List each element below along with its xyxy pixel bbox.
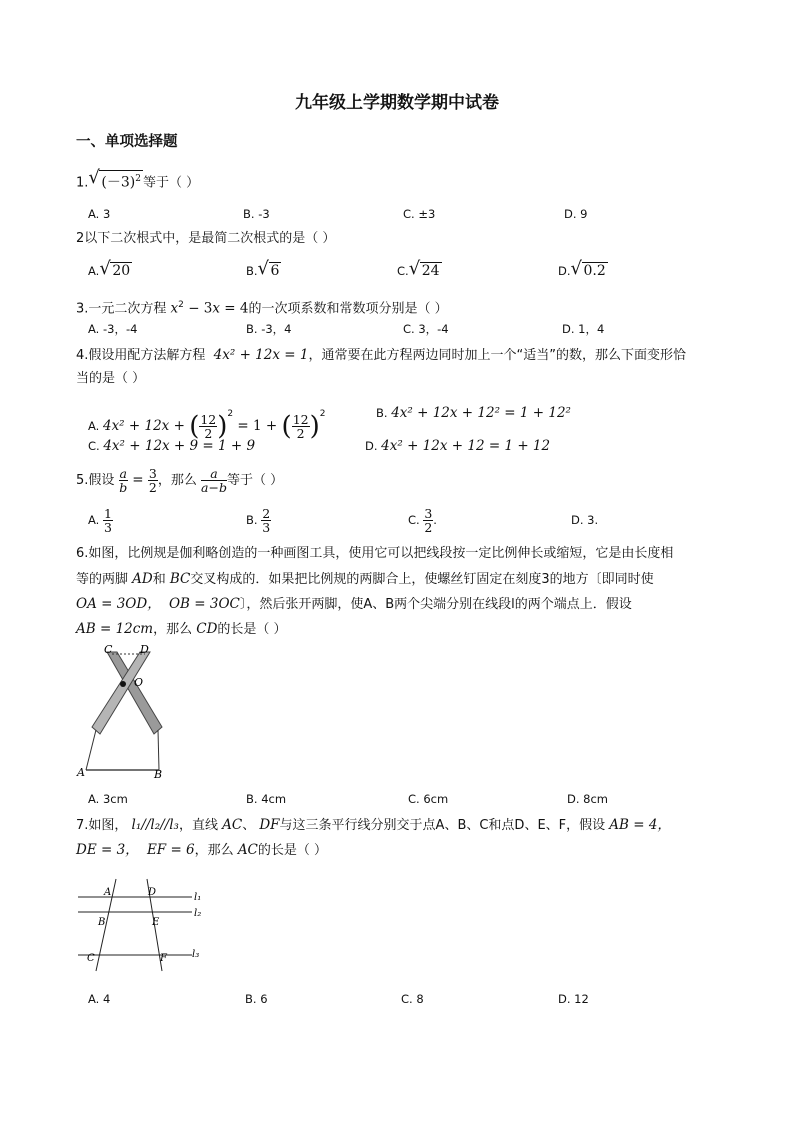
text: ，直线 — [178, 818, 218, 833]
q1-stem: 等于（ ） — [142, 175, 200, 191]
radicand: (－3) — [101, 174, 136, 191]
q7-option-d[interactable]: D. 12 — [558, 992, 589, 1006]
label-a: A — [77, 766, 85, 779]
paren-close: ) — [217, 411, 228, 442]
eq-x: x — [170, 300, 179, 317]
pivot-screw — [120, 681, 126, 687]
eq-coef: − 3 — [183, 300, 213, 317]
exponent: 2 — [135, 174, 141, 184]
page-title: 九年级上学期数学期中试卷 — [295, 93, 499, 113]
q2-option-b[interactable]: B. √ 6 — [246, 258, 280, 279]
text: 、 — [242, 818, 256, 833]
text: 与这三条平行线分别交于点A、B、C和点D、E、F，假设 — [279, 818, 606, 833]
q1-option-b[interactable]: B. -3 — [243, 207, 270, 221]
label-l3: l₃ — [192, 949, 200, 960]
question-2: 2以下二次根式中，是最简二次根式的是（ ） — [76, 231, 336, 246]
text: 交叉构成的．如果把比例规的两脚合上，使螺丝钉固定在刻度3的地方〔即同时使 — [190, 572, 654, 587]
q6-option-c[interactable]: C. 6cm — [408, 792, 449, 806]
paren-open: ( — [189, 411, 200, 442]
c-equation: 4x² + 12x + 9 = 1 + 9 — [103, 438, 256, 454]
math-ad: AD — [132, 571, 153, 587]
denominator: 2 — [424, 520, 433, 535]
label-c: C — [104, 643, 113, 656]
eq-x2: x — [212, 300, 221, 317]
q7-option-c[interactable]: C. 8 — [401, 992, 424, 1006]
denominator: 2 — [296, 426, 305, 441]
numerator: 12 — [200, 412, 217, 427]
label-d: D — [140, 643, 149, 656]
numerator: 2 — [262, 506, 271, 521]
text: 和 — [152, 572, 166, 587]
denominator: 3 — [262, 520, 271, 535]
q2-option-a[interactable]: A. √ 20 — [88, 258, 131, 279]
text: ，那么 — [153, 622, 193, 637]
three-halves — [148, 467, 158, 494]
q4-option-b[interactable] — [376, 404, 571, 422]
q4-option-d[interactable] — [365, 437, 550, 455]
q4-line2: 当的是（ ） — [76, 371, 146, 386]
q6-option-a[interactable]: A. 3cm — [88, 792, 128, 806]
option-label: D. — [558, 264, 571, 278]
sqrt-expression: √ $(-3)^2$ — [88, 167, 141, 191]
proportional-compass-figure — [74, 642, 174, 782]
q3-option-b[interactable]: B. -3，4 — [246, 322, 292, 336]
denominator: 2 — [148, 480, 157, 495]
q6-option-b[interactable]: B. 4cm — [246, 792, 287, 806]
option-label: A. — [88, 513, 100, 527]
a-lhs: 4x² + 12x + — [102, 418, 190, 434]
option-label: B. — [246, 513, 258, 527]
q1-number: 1. — [76, 175, 89, 191]
sq-exp-2: 2 — [319, 409, 326, 419]
label-c: C — [87, 953, 95, 964]
q5-option-c[interactable] — [408, 506, 437, 534]
option-label: C. — [88, 439, 100, 453]
numerator: 12 — [292, 412, 309, 427]
math-bc: BC — [169, 571, 191, 587]
text: 〕，然后张开两脚，使A、B两个尖端分别在线段l的两个端点上．假设 — [239, 597, 632, 612]
q3-prefix: 3.一元二次方程 — [76, 301, 167, 317]
question-1 — [76, 167, 200, 194]
denominator: b — [119, 480, 128, 495]
q2-option-c[interactable]: C. √ 24 — [397, 258, 440, 279]
math-ob: OB = 3OC — [168, 596, 240, 612]
leg-tip-b — [158, 730, 159, 770]
option-label: B. — [246, 264, 258, 278]
text: 的长是（ ） — [257, 843, 328, 858]
q4-suffix: ，通常要在此方程两边同时加上一个“适当”的数，那么下面变形恰 — [308, 348, 686, 363]
eq-rhs: = 4 — [220, 300, 249, 317]
q1-option-a[interactable]: A. 3 — [88, 207, 111, 221]
question-5 — [76, 466, 283, 495]
math-cd: CD — [196, 621, 218, 637]
question-4 — [76, 345, 686, 366]
denominator: 2 — [204, 426, 213, 441]
option-label: C. — [397, 264, 409, 278]
numerator: a — [201, 467, 227, 481]
numerator: 1 — [103, 506, 112, 521]
q3-suffix: 的一次项系数和常数项分别是（ ） — [248, 301, 448, 317]
label-e: E — [152, 917, 160, 928]
q3-option-d[interactable]: D. 1，4 — [562, 322, 605, 336]
option-tail: . — [433, 513, 437, 527]
option-label: D. — [365, 439, 378, 453]
label-l2: l₂ — [194, 908, 202, 919]
text: 的长是（ ） — [217, 622, 287, 637]
q7-line2 — [76, 840, 327, 861]
q3-option-a[interactable]: A. -3，-4 — [88, 322, 138, 336]
q6-line4 — [76, 619, 287, 640]
numerator: 3 — [424, 506, 433, 521]
parallel-lines-figure — [74, 875, 210, 975]
paren-close-2: ) — [309, 411, 320, 442]
math-oa: OA = 3OD， — [76, 596, 161, 612]
option-label: A. — [88, 419, 100, 433]
math-ef6: EF = 6 — [146, 842, 195, 858]
option-label: B. — [376, 406, 388, 420]
label-o: O — [134, 676, 144, 689]
q6-line1: 6.如图，比例规是伽利略创造的一种画图工具，使用它可以把线段按一定比例伸长或缩短，它是由长度相 — [76, 546, 674, 561]
a-mid: = 1 + — [233, 418, 282, 434]
q4-equation: 4x² + 12x = 1 — [213, 347, 309, 363]
q1-option-d[interactable]: D. 9 — [564, 207, 588, 221]
math-ac: AC — [222, 817, 243, 833]
q7-option-b[interactable]: B. 6 — [245, 992, 268, 1006]
fraction — [199, 413, 217, 440]
q7-option-a[interactable]: A. 4 — [88, 992, 111, 1006]
option-label: C. — [408, 513, 420, 527]
q4-prefix: 4.假设用配方法解方程 — [76, 348, 206, 363]
q5-prefix: 5.假设 — [76, 473, 115, 488]
text: 等的两脚 — [76, 572, 129, 587]
q6-line3 — [76, 594, 632, 615]
section-heading: 一、单项选择题 — [76, 134, 178, 150]
d-equation: 4x² + 12x + 12 = 1 + 12 — [381, 438, 551, 454]
math-ac: AC — [237, 842, 258, 858]
math-de3: DE = 3， — [76, 842, 139, 858]
q2-option-d[interactable]: D. √ 0.2 — [558, 258, 606, 279]
math-ab4: AB = 4， — [609, 817, 671, 833]
label-b: B — [154, 768, 163, 781]
equals: = — [128, 472, 148, 488]
label-b: B — [98, 917, 106, 928]
label-d: D — [148, 887, 157, 898]
label-f: F — [160, 953, 167, 964]
radicand: 24 — [421, 263, 440, 279]
leg-tip-a — [86, 730, 96, 770]
q5-suffix: 等于（ ） — [226, 473, 284, 488]
sq-exp: 2 — [227, 409, 234, 419]
q3-option-c[interactable]: C. 3，-4 — [403, 322, 449, 336]
eq-exp: 2 — [178, 300, 184, 310]
q7-line1 — [76, 815, 671, 836]
label-l1: l₁ — [194, 892, 202, 903]
q5-option-d[interactable]: D. 3. — [571, 513, 599, 527]
q5-option-a[interactable] — [88, 506, 113, 534]
radicand: 6 — [270, 263, 280, 279]
q6-option-d[interactable]: D. 8cm — [567, 792, 609, 806]
option-label: A. — [88, 264, 100, 278]
b-equation: 4x² + 12x + 12² = 1 + 12² — [391, 405, 571, 421]
radicand: 0.2 — [583, 263, 606, 279]
numerator: 3 — [148, 466, 157, 481]
q5-option-b[interactable] — [246, 506, 271, 534]
text: ，那么 — [194, 843, 234, 858]
numerator: a — [119, 466, 127, 481]
label-a: A — [104, 887, 112, 898]
q6-line2 — [76, 569, 654, 590]
denominator: a−b — [201, 480, 227, 495]
math-ab: AB = 12cm — [76, 621, 154, 637]
fraction-2 — [292, 413, 310, 440]
question-3 — [76, 295, 448, 319]
q5-mid: ，那么 — [157, 473, 197, 488]
q4-option-c[interactable] — [88, 437, 255, 455]
paren-open-2: ( — [281, 411, 292, 442]
a-over-b — [119, 467, 128, 494]
radicand: 20 — [112, 263, 131, 279]
text: 7.如图， — [76, 818, 128, 833]
math-parallel: l₁//l₂//l₃ — [131, 817, 179, 833]
denominator: 3 — [103, 520, 112, 535]
a-over-amb — [201, 467, 227, 494]
q1-option-c[interactable]: C. ±3 — [403, 207, 436, 221]
math-df: DF — [259, 817, 280, 833]
